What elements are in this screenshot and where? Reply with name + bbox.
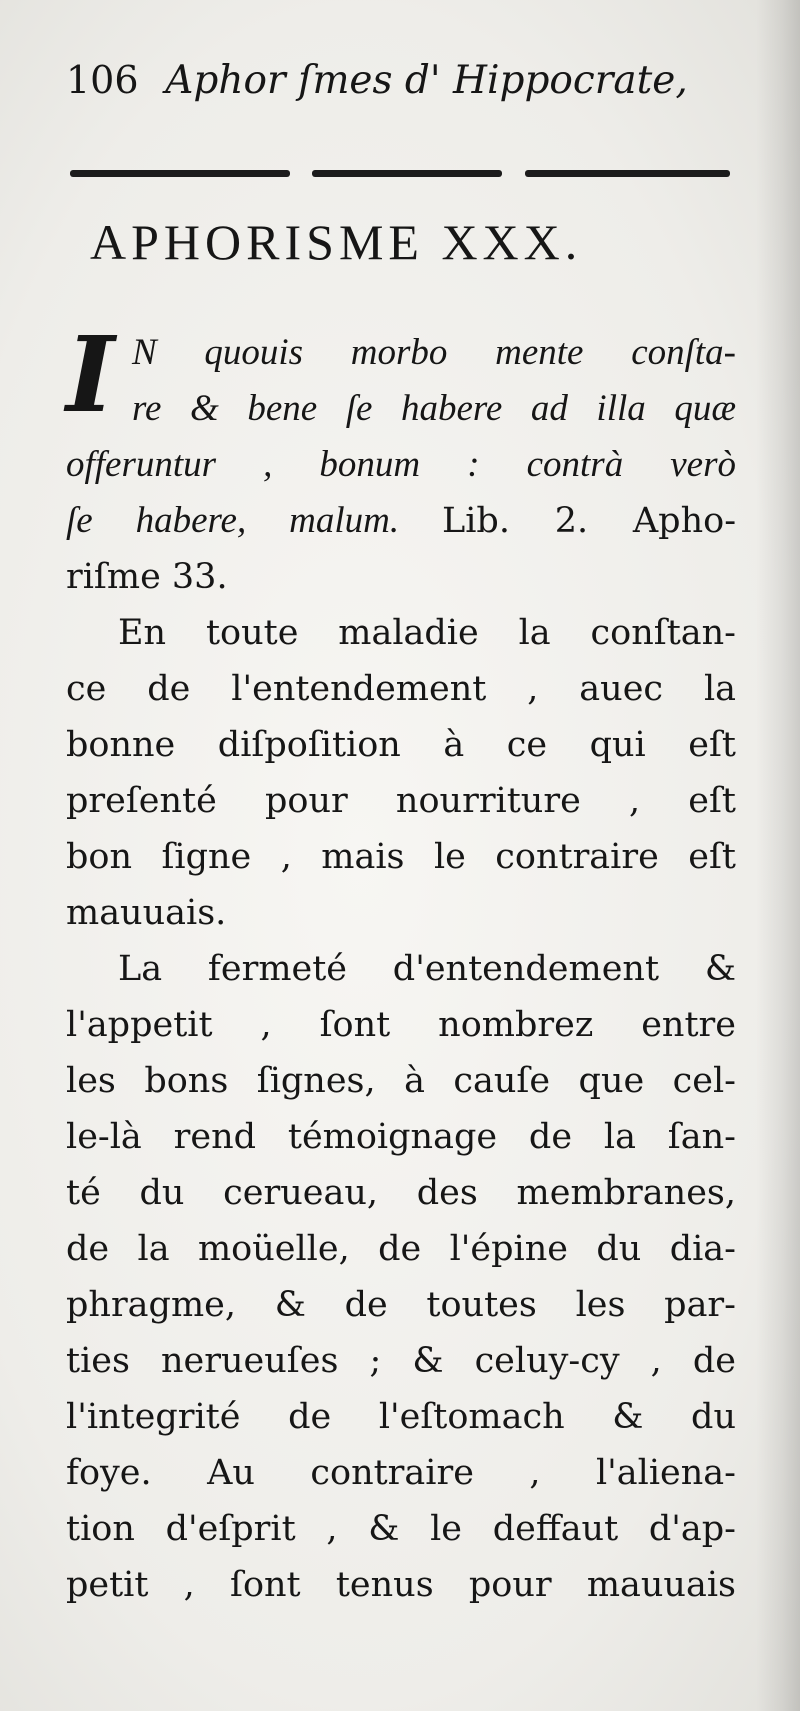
commentary-line: l'appetit , ſont nombrez entre bbox=[66, 1005, 736, 1045]
rule-segment bbox=[312, 170, 502, 177]
latin-line bbox=[66, 381, 736, 437]
latin-text: N quouis morbo mente conſta- bbox=[132, 332, 736, 373]
translation-line: bonne diſpoſition à ce qui eſt bbox=[66, 725, 736, 765]
commentary-line: les bons ſignes, à cauſe que cel- bbox=[66, 1061, 736, 1101]
commentary-line: le-là rend témoignage de la ſan- bbox=[66, 1117, 736, 1157]
rule-segment bbox=[525, 170, 730, 177]
rule-segment bbox=[70, 170, 290, 177]
translation-line: bon ſigne , mais le contraire eſt bbox=[66, 837, 736, 877]
latin-line bbox=[66, 437, 736, 493]
commentary-line: ties nerueuſes ; & celuy-cy , de bbox=[66, 1341, 736, 1381]
running-head bbox=[66, 50, 688, 111]
commentary-line: La fermeté d'entendement & bbox=[118, 949, 736, 989]
page-number: 106 bbox=[66, 58, 139, 102]
page-body bbox=[66, 313, 737, 1613]
latin-text: re & bene ſe habere ad illa quæ bbox=[132, 388, 736, 429]
ornamental-rule bbox=[70, 170, 730, 182]
commentary-line: de la moüelle, de l'épine du dia- bbox=[66, 1229, 736, 1269]
drop-cap: I bbox=[66, 313, 115, 436]
translation-line: mauuais. bbox=[66, 893, 227, 933]
latin-text: ſe habere, malum. bbox=[66, 500, 400, 541]
commentary-line: foye. Au contraire , l'aliena- bbox=[66, 1453, 736, 1493]
translation-line: En toute maladie la conſtan- bbox=[118, 613, 736, 653]
latin-line bbox=[66, 493, 736, 549]
commentary-line: té du cerueau, des membranes, bbox=[66, 1173, 736, 1213]
latin-text: offeruntur , bonum : contrà verò bbox=[66, 444, 736, 485]
reference-line: riſme 33. bbox=[66, 557, 228, 597]
translation-line: ce de l'entendement , auec la bbox=[66, 669, 736, 709]
translation-line: preſenté pour nourriture , eſt bbox=[66, 781, 736, 821]
commentary-line: l'integrité de l'eſtomach & du bbox=[66, 1397, 736, 1437]
commentary-line: petit , ſont tenus pour mauuais bbox=[66, 1565, 736, 1605]
page-gutter-shadow bbox=[756, 0, 800, 1711]
running-title: Aphor ſmes d' Hippocrate, bbox=[165, 58, 688, 103]
aphorism-heading: APHORISME XXX. bbox=[90, 214, 583, 270]
commentary-line: phragme, & de toutes les par- bbox=[66, 1285, 736, 1325]
reference-text: Lib. 2. Apho- bbox=[442, 501, 737, 541]
commentary-line: tion d'eſprit , & le deffaut d'ap- bbox=[66, 1509, 736, 1549]
